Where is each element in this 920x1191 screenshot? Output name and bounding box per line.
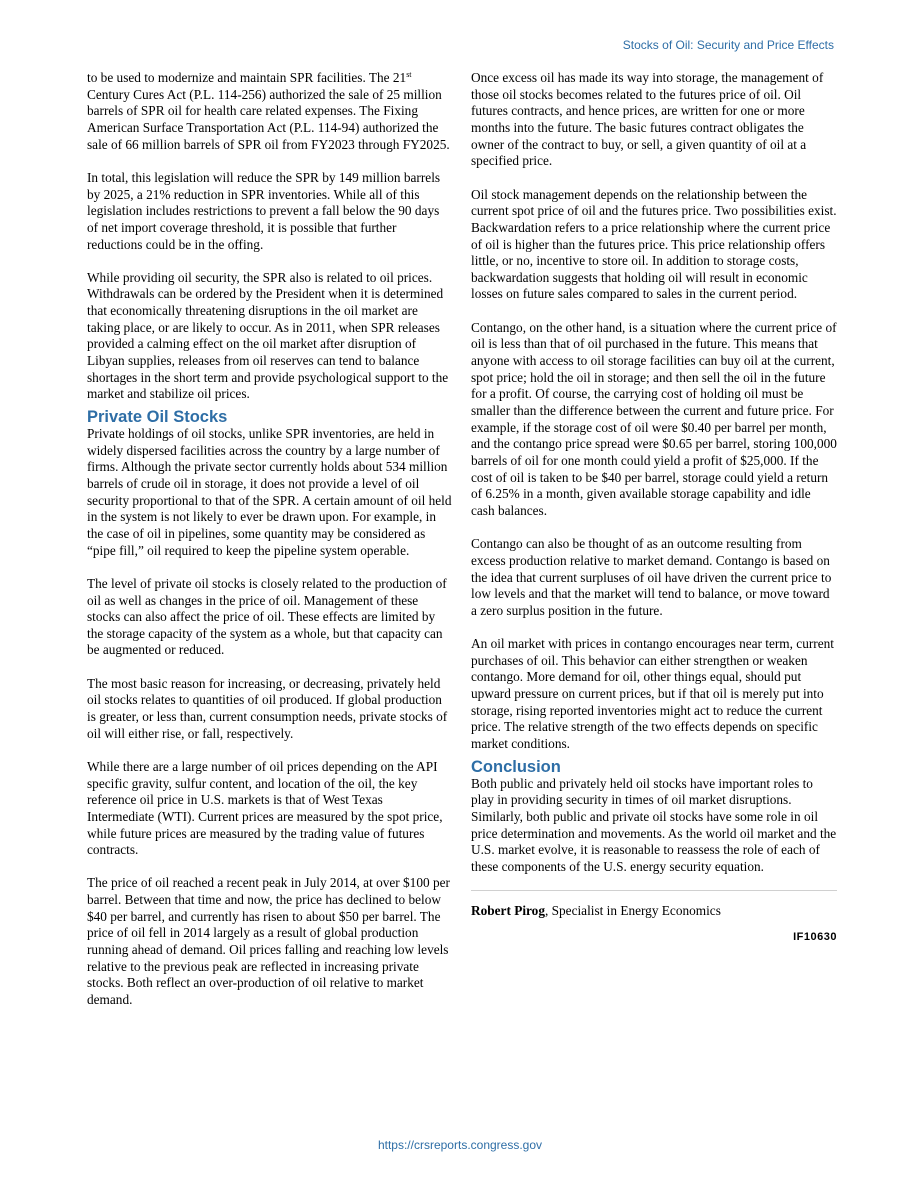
paragraph: Private holdings of oil stocks, unlike SPR inventories, are held in widely dispersed facilities across the country by a large number of firms. Although the private sector currently holds about 534 million barrels of crude oil in storage, it does not provide a level of oil security proportional to that of the SPR. A certain amount of oil held in the system is not likely to ever be drawn upon. For example, in the case of oil in pipelines, some quantity may be considered as “pipe fill,” oil required to keep the pipeline system operable.	[87, 426, 452, 558]
paragraph: Contango can also be thought of as an outcome resulting from excess production relative to market demand. Contango is based on the idea that current surpluses of oil have driven the current price to low levels and that the market will tend to balance, or move toward a zero surplus position in the future.	[471, 536, 832, 618]
running-header: Stocks of Oil: Security and Price Effects	[622, 38, 834, 52]
paragraph: While providing oil security, the SPR also is related to oil prices. Withdrawals can be ordered by the President when it is determined that economically threatening disruptions in the oil market are taking place, or are likely to occur. As in 2011, when SPR releases provided a calming effect on the oil market after disruption of Libyan supplies, releases from oil reserves can tend to balance shortages in the short term and provide psychological support to the market and stabilize oil prices.	[87, 269, 449, 402]
author-name: Robert Pirog	[471, 902, 545, 918]
paragraph: The price of oil reached a recent peak in July 2014, at over $100 per barrel. Between that time and now, the price has declined to below $40 per barrel, and currently has risen to about $50 per barrel. The price of oil fell in 2014 largely as a result of global production running ahead of demand. Oil prices falling and reaching low levels relative to the previous peak are reflected in increasing private stocks. Both reflect an over-production of oil relative to market demand.	[87, 875, 450, 1008]
author-title: , Specialist in Energy Economics	[544, 902, 721, 918]
section-heading-conclusion: Conclusion	[471, 757, 561, 776]
paragraph: While there are a large number of oil prices depending on the API specific gravity, sulfur content, and location of the oil, the key reference oil price in U.S. markets is that of West Texas Intermediate (WTI). Current prices are measured by the spot price, while future prices are measured by the trading value of futures contracts.	[87, 758, 443, 858]
paragraph: In total, this legislation will reduce the SPR by 149 million barrels by 2025, a 21% reduction in SPR inventories. While all of this legislation includes restrictions to prevent a fall below the 90 days of net import coverage threshold, it is possible that further reductions could be in the offing.	[87, 169, 441, 252]
paragraph: Oil stock management depends on the relationship between the current spot price of oil and the futures price. Two possibilities exist. Backwardation refers to a price relationship where the current price of oil is higher than the futures price. This price relationship offers little, or no, incentive to store oil. In addition to storage costs, backwardation suggests that holding oil will result in economic losses on future sales compared to sales in the current period.	[471, 186, 837, 302]
divider	[471, 890, 837, 891]
right-column	[471, 70, 837, 943]
paragraph: The level of private oil stocks is closely related to the production of oil as well as changes in the price of oil. Management of these stocks can also affect the price of oil. These effects are limited by the storage capacity of the system as a whole, but that capacity can be augmented or reduced.	[87, 575, 447, 658]
paragraph: Once excess oil has made its way into storage, the management of those oil stocks becomes related to the futures price of oil. Oil futures contracts, and hence prices, are written for one or more months into the future. The basic futures contract obligates the owner of the contract to buy, or sell, a given quantity of oil at a specified price.	[471, 70, 824, 169]
paragraph: Contango, on the other hand, is a situation where the current price of oil is less than that of oil purchased in the future. This means that anyone with access to oil storage facilities can buy oil at the current, spot price; hold the oil in storage; and then sell the oil in the future for a profit. Of course, the carrying cost of holding oil must be smaller than the difference between the current and future price. For example, if the storage cost of oil were $0.40 per barrel per month, and the contango price spread were $0.65 per barrel, storing 100,000 barrels of oil for one month could yield a profit of $25,000. If the cost of oil is taken to be $40 per barrel, storage could yield a return of 6.25% in a month, given available storage capability and idle cash balances.	[471, 319, 837, 518]
paragraph: An oil market with prices in contango encourages near term, current purchases of oil. This behavior can either strengthen or weaken contango. More demand for oil, other things equal, should put upward pressure on current prices, but if that oil is merely put into storage, rising reported inventories might act to reduce the current price. The relative strength of the two effects depends on specific market conditions.	[471, 636, 834, 751]
left-column	[87, 70, 453, 1025]
paragraph: to be used to modernize and maintain SPR facilities. The 21st Century Cures Act (P.L. 114-256) authorized the sale of 25 million barrels of SPR oil for health care related expenses. The Fixing American Surface Transportation Act (P.L. 114-94) authorized the sale of 66 million barrels of SPR oil from FY2023 through FY2025.	[87, 70, 450, 152]
product-code: IF10630	[793, 931, 837, 944]
paragraph: Both public and privately held oil stocks have important roles to play in providing security in times of oil market disruptions. Similarly, both public and private oil stocks have some role in oil price determination and movements. As the world oil market and the U.S. market evolve, it is reasonable to reassess the role of each of these components of the U.S. energy security equation.	[471, 775, 837, 874]
paragraph: The most basic reason for increasing, or decreasing, privately held oil stocks relates to quantities of oil produced. If global production is greater, or less than, current consumption needs, private stocks of oil will either rise, or fall, respectively.	[87, 675, 448, 741]
section-heading-private-oil-stocks: Private Oil Stocks	[87, 408, 228, 426]
footer-url-link[interactable]: https://crsreports.congress.gov	[377, 1138, 543, 1152]
author-line	[471, 903, 837, 920]
